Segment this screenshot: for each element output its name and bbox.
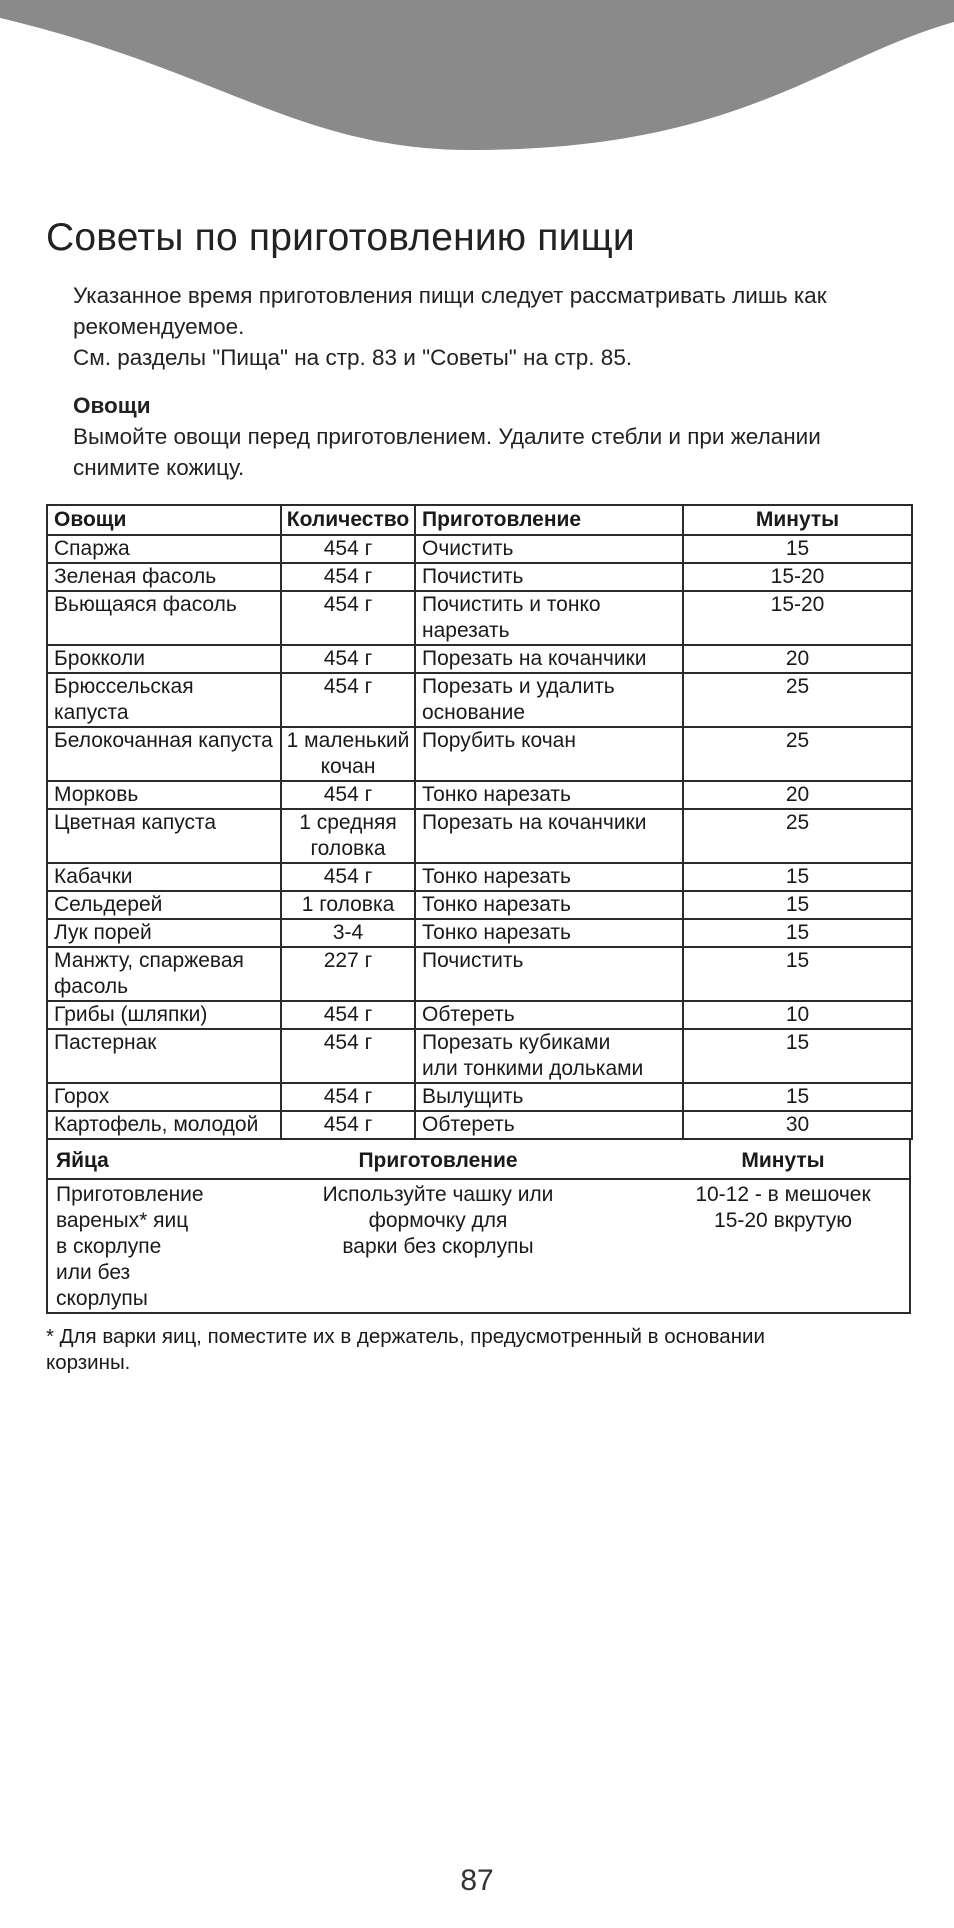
cell-line: Используйте чашку или [322, 1183, 554, 1206]
table-row [47, 1001, 912, 1029]
cell-line: Обтереть [422, 1113, 515, 1136]
cell-line: 25 [785, 811, 810, 834]
vegetables-table-header [47, 505, 912, 535]
cell-quantity [281, 563, 415, 591]
header-cell: Минуты [741, 1149, 825, 1172]
section-heading-vegetables: Овощи [73, 393, 151, 418]
header-wave-shape [0, 0, 954, 150]
table-row [47, 809, 912, 863]
cell-line: 15 [785, 865, 810, 888]
cell-quantity [281, 1001, 415, 1029]
cell-preparation [415, 919, 683, 947]
cell-minutes [683, 1111, 912, 1139]
cell-line: 15 [785, 537, 810, 560]
cell-minutes [683, 1029, 912, 1083]
cell-line: 15-20 [770, 565, 825, 588]
cell-quantity [281, 673, 415, 727]
cell-quantity [281, 1029, 415, 1083]
cell-line: варки без скорлупы [342, 1235, 534, 1258]
cell-minutes [683, 645, 912, 673]
cell-minutes [683, 781, 912, 809]
cell-line: 15 [785, 1085, 810, 1108]
cell-line: Порубить кочан [422, 729, 576, 752]
cell-line: Обтереть [422, 1003, 515, 1026]
cell-preparation [415, 673, 683, 727]
cell-vegetable [47, 947, 281, 1001]
cell-quantity [281, 947, 415, 1001]
cell-line: 227 г [323, 949, 373, 972]
cell-line: Почистить [422, 565, 524, 588]
cell-line: основание [422, 701, 526, 724]
header-cell: Овощи [47, 505, 281, 535]
cell-quantity [281, 1083, 415, 1111]
eggs-cell-minutes [608, 1182, 954, 1234]
cell-preparation [415, 1001, 683, 1029]
cell-line: 25 [785, 729, 810, 752]
intro-line: Указанное время приготовления пищи следует рассматривать лишь как [73, 283, 827, 308]
eggs-table [46, 1138, 911, 1314]
cell-minutes [683, 535, 912, 563]
cell-vegetable [47, 891, 281, 919]
cell-line: Тонко нарезать [422, 865, 571, 888]
cell-line: Цветная капуста [54, 811, 217, 834]
cell-line: Почистить и тонко [422, 593, 601, 616]
intro-text [73, 280, 903, 483]
cell-line: 3-4 [332, 921, 364, 944]
cell-line: Кабачки [54, 865, 133, 888]
cell-minutes [683, 919, 912, 947]
cell-line: скорлупы [56, 1287, 148, 1310]
cell-line: капуста [54, 701, 129, 724]
vegetables-table-body [47, 535, 912, 1139]
cell-vegetable [47, 809, 281, 863]
cell-quantity [281, 891, 415, 919]
table-row [47, 645, 912, 673]
cell-preparation [415, 1111, 683, 1139]
cell-line: Порезать и удалить [422, 675, 615, 698]
cell-line: или тонкими дольками [422, 1057, 644, 1080]
cell-quantity [281, 535, 415, 563]
cell-quantity [281, 919, 415, 947]
cell-preparation [415, 1029, 683, 1083]
cell-line: Лук порей [54, 921, 152, 944]
cell-line: 454 г [323, 537, 373, 560]
cell-line: формочку для [368, 1209, 508, 1232]
cell-line: Тонко нарезать [422, 921, 571, 944]
cell-line: 454 г [323, 1113, 373, 1136]
cell-line: Картофель, молодой [54, 1113, 259, 1136]
cell-vegetable [47, 919, 281, 947]
cell-line: в скорлупе [56, 1235, 162, 1258]
table-row [47, 727, 912, 781]
cell-line: 30 [785, 1113, 810, 1136]
cell-vegetable [47, 563, 281, 591]
cell-line: Манжту, спаржевая [54, 949, 244, 972]
table-row [47, 863, 912, 891]
cell-line: Порезать кубиками [422, 1031, 611, 1054]
cell-vegetable [47, 645, 281, 673]
intro-line: рекомендуемое. [73, 314, 245, 339]
section-line: снимите кожицу. [73, 455, 245, 480]
cell-line: Пастернак [54, 1031, 157, 1054]
cell-line: 454 г [323, 1003, 373, 1026]
table-row [47, 673, 912, 727]
cell-line: 1 головка [301, 893, 395, 916]
cell-quantity [281, 809, 415, 863]
cell-line: Горох [54, 1085, 110, 1108]
cell-line: Спаржа [54, 537, 130, 560]
cell-quantity [281, 863, 415, 891]
cell-line: 20 [785, 647, 810, 670]
cell-line: 15 [785, 893, 810, 916]
cell-vegetable [47, 673, 281, 727]
cell-minutes [683, 591, 912, 645]
cell-line: кочан [320, 755, 376, 778]
cell-preparation [415, 1083, 683, 1111]
cell-preparation [415, 781, 683, 809]
table-row [47, 781, 912, 809]
page-title: Советы по приготовлению пищи [46, 216, 635, 259]
header-cell: Приготовление [415, 505, 683, 535]
cell-line: 454 г [323, 865, 373, 888]
cell-line: 454 г [323, 647, 373, 670]
cell-minutes [683, 891, 912, 919]
page-number: 87 [460, 1864, 494, 1897]
cell-line: нарезать [422, 619, 510, 642]
table-row [47, 535, 912, 563]
cell-line: Брокколи [54, 647, 145, 670]
cell-line: 15-20 [770, 593, 825, 616]
header-wave-decoration [0, 0, 954, 160]
cell-line: 15-20 вкрутую [714, 1209, 852, 1232]
header-cell: Яйца [56, 1149, 109, 1172]
cell-line: 454 г [323, 1085, 373, 1108]
eggs-table-header [48, 1140, 909, 1180]
table-row [47, 563, 912, 591]
cell-minutes [683, 563, 912, 591]
footnote [46, 1324, 906, 1376]
cell-line: 454 г [323, 675, 373, 698]
footnote-line: * Для варки яиц, поместите их в держатель, предусмотренный в основании [46, 1325, 765, 1348]
cell-line: Вьющаяся фасоль [54, 593, 237, 616]
cell-line: Белокочанная капуста [54, 729, 273, 752]
cell-minutes [683, 809, 912, 863]
cell-line: Морковь [54, 783, 139, 806]
cell-preparation [415, 863, 683, 891]
cell-quantity [281, 645, 415, 673]
cell-line: 15 [785, 1031, 810, 1054]
cell-line: вареных* яиц [56, 1209, 189, 1232]
header-cell: Количество [281, 505, 415, 535]
cell-line: 454 г [323, 783, 373, 806]
cell-preparation [415, 645, 683, 673]
cell-line: Тонко нарезать [422, 783, 571, 806]
cell-line: Тонко нарезать [422, 893, 571, 916]
cell-line: Очистить [422, 537, 514, 560]
cell-line: 1 средняя [299, 811, 397, 834]
cell-quantity [281, 591, 415, 645]
cell-line: 10 [785, 1003, 810, 1026]
cell-line: Порезать на кочанчики [422, 647, 647, 670]
cell-preparation [415, 727, 683, 781]
table-row [47, 891, 912, 919]
cell-line: Грибы (шляпки) [54, 1003, 208, 1026]
cell-line: 15 [785, 921, 810, 944]
table-row [47, 947, 912, 1001]
header-cell: Минуты [683, 505, 912, 535]
cell-vegetable [47, 1029, 281, 1083]
cell-line: Почистить [422, 949, 524, 972]
table-row [47, 1083, 912, 1111]
cell-minutes [683, 947, 912, 1001]
cell-minutes [683, 1001, 912, 1029]
cell-line: 25 [785, 675, 810, 698]
cell-line: 10-12 - в мешочек [695, 1183, 871, 1206]
vegetables-table [46, 504, 913, 1140]
cell-line: головка [310, 837, 386, 860]
eggs-cell-item [56, 1182, 256, 1312]
cell-preparation [415, 947, 683, 1001]
cell-preparation [415, 891, 683, 919]
cell-preparation [415, 591, 683, 645]
table-row [47, 919, 912, 947]
section-line: Вымойте овощи перед приготовлением. Удалите стебли и при желании [73, 424, 821, 449]
cell-line: Зеленая фасоль [54, 565, 217, 588]
cell-preparation [415, 809, 683, 863]
intro-line: См. разделы "Пища" на стр. 83 и "Советы" на стр. 85. [73, 345, 633, 370]
cell-line: Приготовление [56, 1183, 204, 1206]
cell-line: фасоль [54, 975, 129, 998]
cell-line: 454 г [323, 1031, 373, 1054]
cell-line: 454 г [323, 565, 373, 588]
cell-vegetable [47, 863, 281, 891]
table-row [47, 1029, 912, 1083]
footnote-line: корзины. [46, 1351, 131, 1374]
cell-vegetable [47, 727, 281, 781]
table-row [47, 1111, 912, 1139]
cell-line: Сельдерей [54, 893, 163, 916]
cell-vegetable [47, 1111, 281, 1139]
cell-line: 20 [785, 783, 810, 806]
cell-preparation [415, 535, 683, 563]
cell-vegetable [47, 535, 281, 563]
cell-line: 1 маленький [286, 729, 410, 752]
cell-vegetable [47, 1083, 281, 1111]
cell-minutes [683, 1083, 912, 1111]
cell-line: 454 г [323, 593, 373, 616]
cell-minutes [683, 863, 912, 891]
cell-vegetable [47, 591, 281, 645]
cell-quantity [281, 727, 415, 781]
header-cell: Приготовление [358, 1149, 518, 1172]
cell-vegetable [47, 1001, 281, 1029]
table-row [47, 591, 912, 645]
cell-vegetable [47, 781, 281, 809]
cell-minutes [683, 727, 912, 781]
cell-line: Брюссельская [54, 675, 194, 698]
cell-line: или без [56, 1261, 131, 1284]
cell-line: 15 [785, 949, 810, 972]
cell-quantity [281, 781, 415, 809]
cell-line: Порезать на кочанчики [422, 811, 647, 834]
cell-quantity [281, 1111, 415, 1139]
eggs-cell-preparation [248, 1182, 628, 1260]
cell-preparation [415, 563, 683, 591]
cell-minutes [683, 673, 912, 727]
cell-line: Вылущить [422, 1085, 524, 1108]
